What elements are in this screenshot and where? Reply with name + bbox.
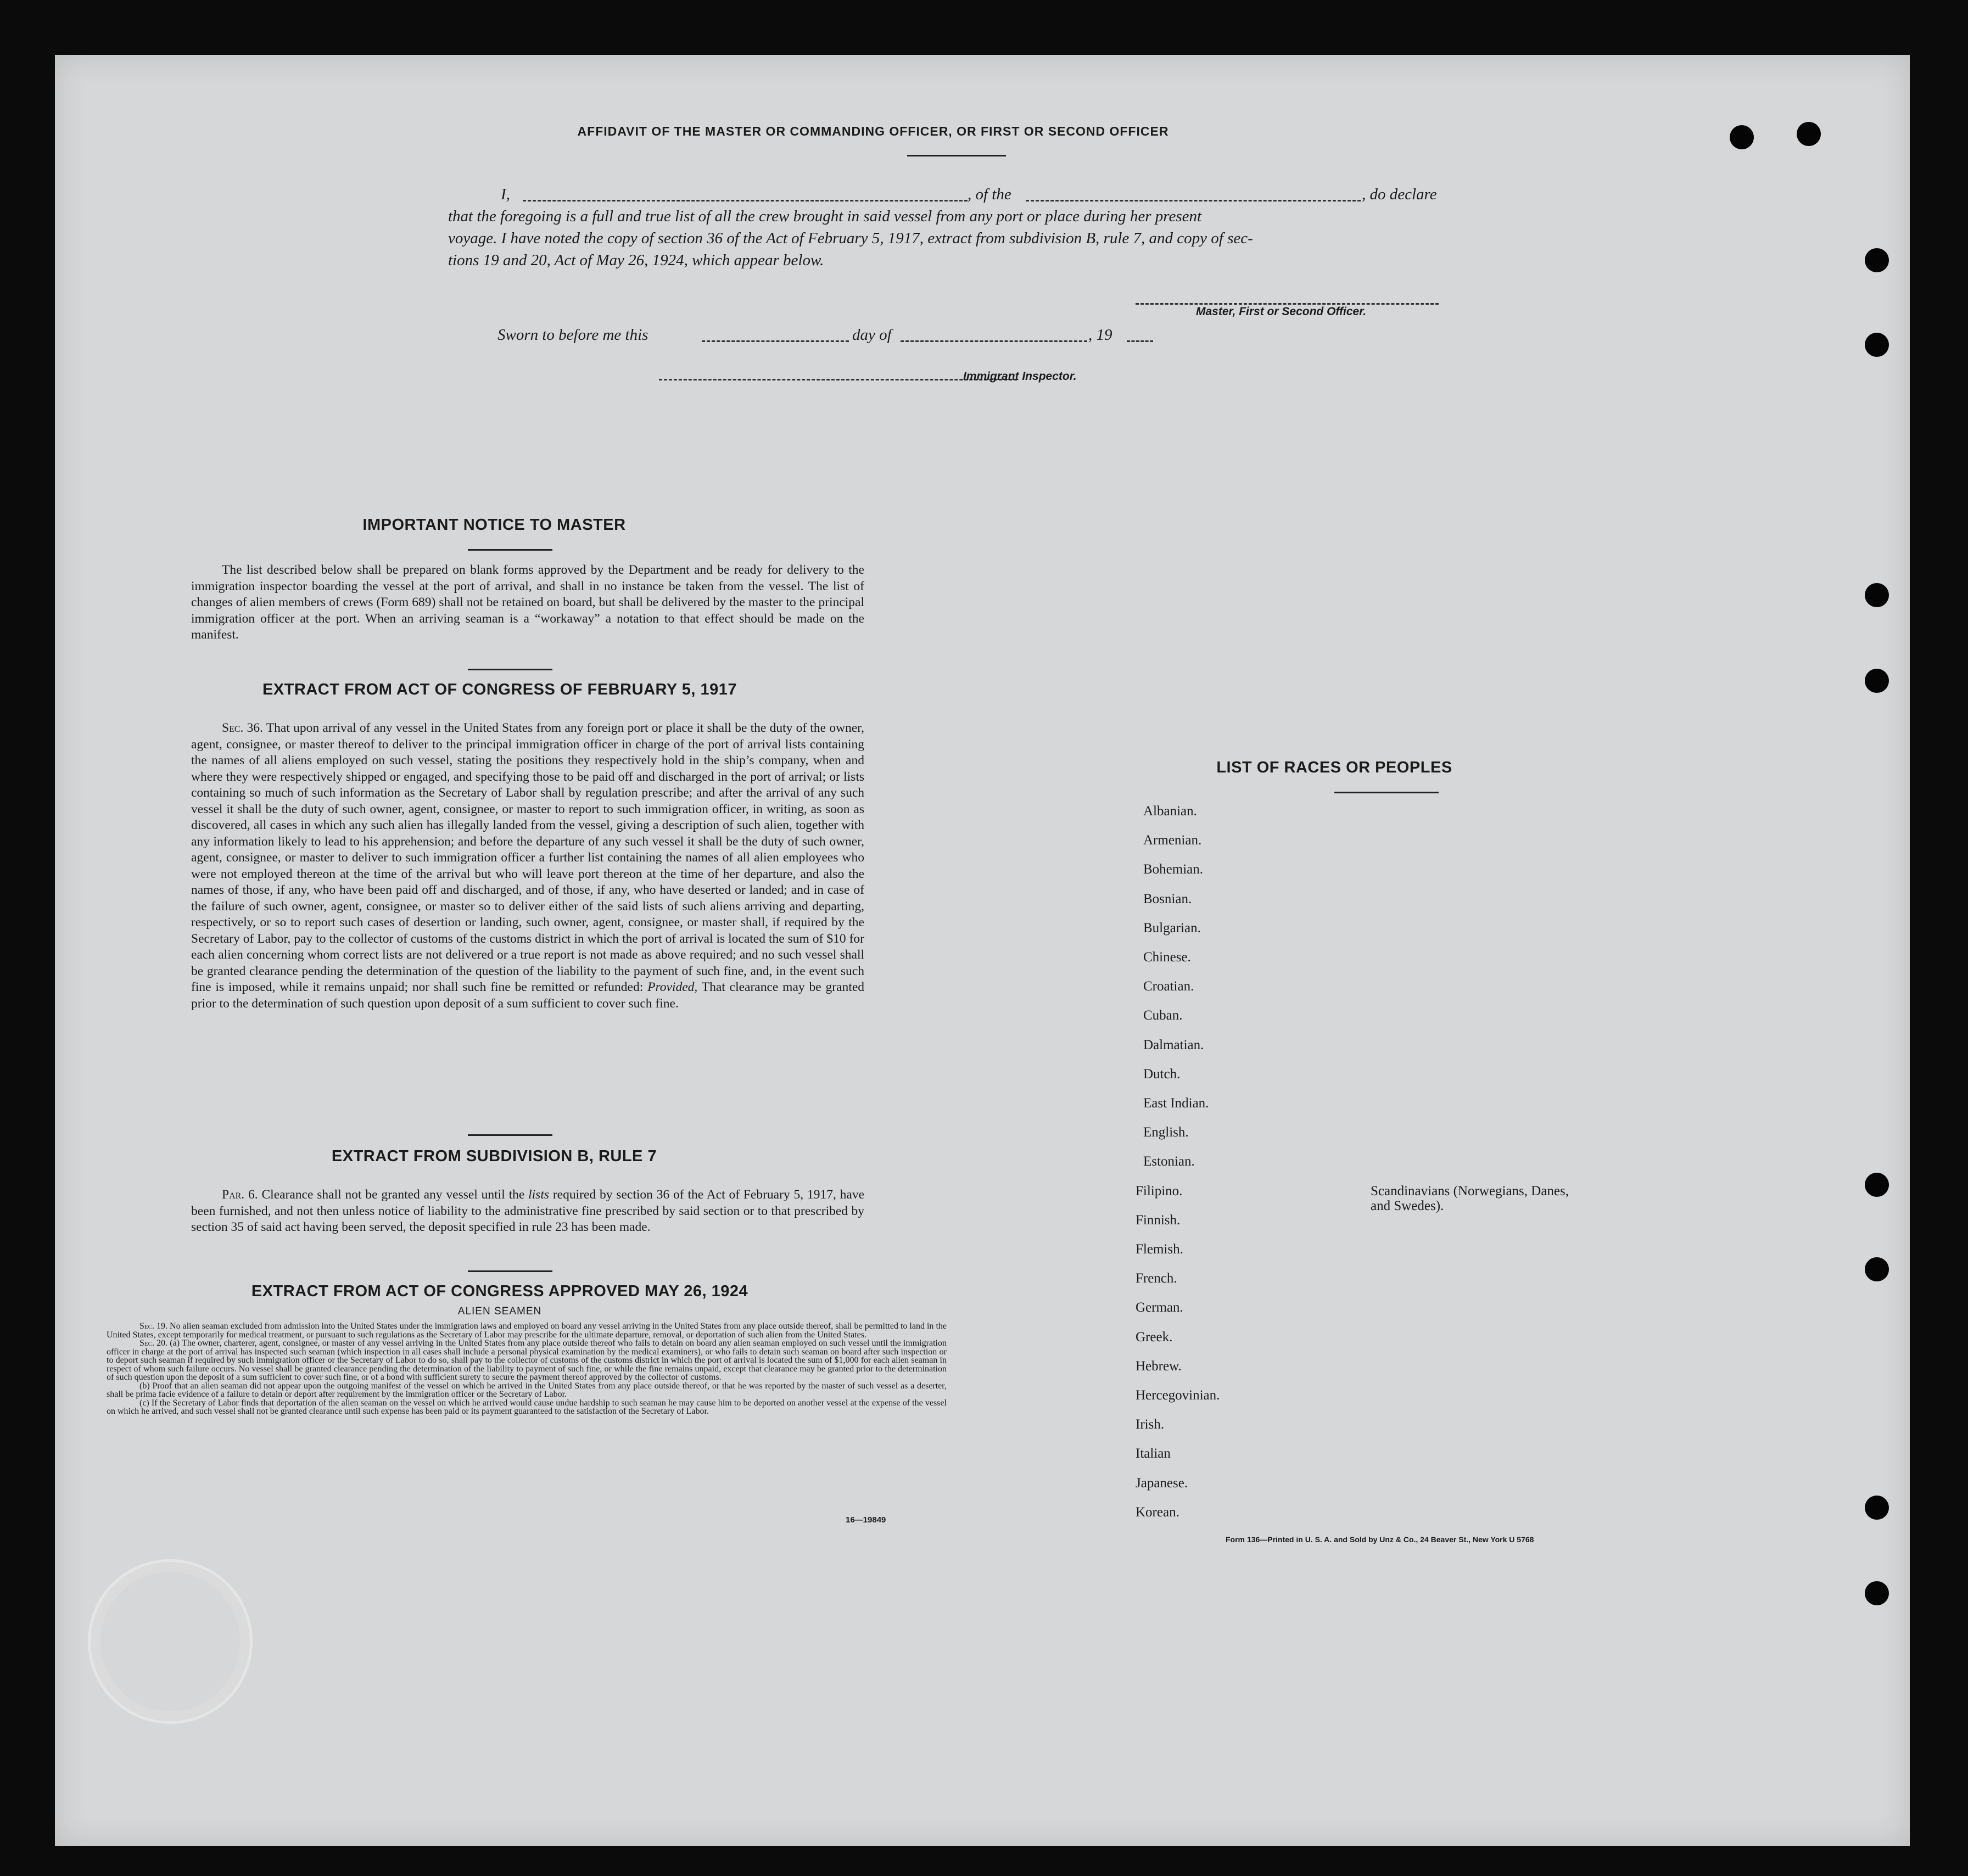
extract-rule7-text (191, 1187, 864, 1236)
par6-text-b: required by section 36 of the Act of February 5, 1917, have been furnished, and not then unless notice of liability to the administrative fine prescribed by said section or to that prescribed by section 35 of said act having been served, the deposit specified in rule 23 has been made. (191, 1188, 865, 1234)
race-item: Dutch. (1143, 1066, 1181, 1082)
sec20a-text: (a) The owner, charterer, agent, consignee, or master of any vessel arriving in the United States from any place outside thereof who fails to detain on board any alien seaman employed on such vessel until the immigration officer in charge at the port of arrival has inspected such seaman (which inspection in all cases shall include a personal physical examination by the medical examiners), or who fails to detain such seaman on board after such inspection or to deport such seaman if required by such immigration officer or the Secretary of Labor to do so, shall pay to the collector of customs of the customs district in which the port of arrival is located the sum of $1,000 for each alien seaman in respect of whom such failure occurs. No vessel shall be granted clearance pending the determination of the liability to payment of such fine, or while the fine remains unpaid, except that clearance may be granted prior to the determination of such question upon the deposit of a sum sufficient to cover such fine, or of a bond with sufficient surety to secure the payment thereof approved by the collector of customs. (107, 1339, 947, 1382)
races-title: LIST OF RACES OR PEOPLES (1216, 759, 1452, 776)
races-right-column (1371, 804, 1645, 1583)
race-item: Japanese. (1136, 1475, 1188, 1491)
races-left-column (1136, 804, 1360, 1583)
vessel-field[interactable] (1026, 200, 1361, 201)
sec36-label: Sec. 36. (222, 721, 263, 735)
declaration-line-2: that the foregoing is a full and true list of all the crew brought in said vessel from any port or place during her present (448, 208, 1202, 225)
punch-hole (1865, 583, 1889, 607)
name-field[interactable] (523, 200, 968, 201)
sworn-month-field[interactable] (901, 340, 1087, 342)
race-item: Estonian. (1143, 1154, 1195, 1169)
punch-hole (1865, 333, 1889, 357)
race-item: Hebrew. (1136, 1358, 1182, 1374)
punch-hole (1865, 669, 1889, 693)
race-item: Finnish. (1136, 1212, 1181, 1228)
race-item: Armenian. (1143, 833, 1202, 848)
race-item: Korean. (1136, 1504, 1179, 1520)
embossed-seal (88, 1559, 253, 1724)
declaration-line-4: tions 19 and 20, Act of May 26, 1924, which appear below. (448, 251, 824, 269)
sworn-year-field[interactable] (1127, 340, 1153, 342)
race-item-text: Scandinavians (Norwegians, Danes, and Swedes). (1371, 1183, 1569, 1213)
alien-seamen-subtitle: ALIEN SEAMEN (457, 1306, 542, 1317)
race-item: Chinese. (1143, 950, 1191, 965)
master-signature-label: Master, First or Second Officer. (1196, 305, 1367, 318)
race-item: Italian (1136, 1446, 1171, 1461)
race-item: Bohemian. (1143, 862, 1204, 877)
declaration-of-the: , of the (968, 186, 1011, 203)
affidavit-title: AFFIDAVIT OF THE MASTER OR COMMANDING OFFICER, OR FIRST OR SECOND OFFICER (577, 124, 1169, 138)
race-item: Bosnian. (1143, 891, 1192, 906)
section-rule (468, 1134, 552, 1136)
race-item (1371, 1184, 1579, 1213)
section-rule (468, 669, 552, 670)
extract-1924-title: EXTRACT FROM ACT OF CONGRESS APPROVED MAY 26, 1924 (251, 1283, 748, 1300)
race-item: English. (1143, 1125, 1189, 1140)
extract-1917-title: EXTRACT FROM ACT OF CONGRESS OF FEBRUARY 5, 1917 (262, 681, 737, 698)
race-item: Bulgarian. (1143, 920, 1201, 936)
race-item: Irish. (1136, 1417, 1165, 1432)
race-item: Hercegovinian. (1136, 1388, 1220, 1403)
form-footer: Form 136—Printed in U. S. A. and Sold by Unz & Co., 24 Beaver St., New York U 5768 (1226, 1535, 1534, 1544)
notice-title: IMPORTANT NOTICE TO MASTER (362, 516, 626, 534)
declaration-i: I, (501, 186, 510, 203)
sec20-label: Sec. 20. (139, 1339, 168, 1348)
sworn-day-label: day of (852, 326, 892, 344)
par6-text-a: Clearance shall not be granted any vessel until the (261, 1188, 525, 1202)
sec19-text: No alien seaman excluded from admission into the United States under the immigration laws and employed on board any vessel arriving in the United States from any place outside thereof, shall be permitted to land in the United States, except temporarily for medical treatment, or pursuant to such regulations as the Secretary of Labor may prescribe for the ultimate departure, removal, or deportation of such alien from the United States. (107, 1321, 947, 1340)
race-item: Flemish. (1136, 1242, 1183, 1257)
extract-1917-text (191, 720, 864, 1012)
par6-label: Par. 6. (222, 1188, 258, 1202)
punch-hole (1865, 1173, 1889, 1197)
sworn-line (497, 324, 1244, 347)
punch-hole (1865, 1496, 1889, 1520)
race-item: Cuban. (1143, 1008, 1183, 1023)
punch-hole (1797, 122, 1821, 146)
document-sheet (55, 55, 1910, 1846)
sec36-text-end: That clearance may be granted prior to the determination of such question upon deposit of a sum sufficient to cover such fine. (191, 980, 864, 1011)
provided-word: Provided, (647, 980, 698, 994)
race-item: Dalmatian. (1143, 1037, 1204, 1052)
sec36-text: That upon arrival of any vessel in the United States from any foreign port or place it shall be the duty of the owner, agent, consignee, or master thereof to deliver to the principal immigration officer in charge of the port of arrival lists containing the names of all aliens employed on such vessel, stating the positions they respectively hold in the ship’s company, when and where they were respectively shipped or engaged, and specifying those to be paid off and discharged in the port of arrival; or lists containing so much of such information as the Secretary of Labor shall by regulation prescribe; and after the arrival of any such vessel it shall be the duty of such owner, agent, consignee, or master to report to such immigration officer, in writing, as soon as discovered, all cases in which any such alien has illegally landed from the vessel, giving a description of such alien, together with any information likely to lead to his apprehension; and before the departure of any such vessel it shall be the duty of such owner, agent, consignee, or master to deliver to such immigration officer a further list containing the names of all alien employees who were not employed thereon at the time of the arrival but who will leave port thereon at the time of her departure, and also the names of those, if any, who have been paid off and discharged, and of those, if any, who have deserted or landed; and in case of the failure of such owner, agent, consignee, or master so to deliver either of the said lists of such aliens arriving and departing, respectively, or so to report such cases of desertion or landing, such owner, agent, consignee, or master shall, if required by the Secretary of Labor, pay to the collector of customs of the customs district in which the port of arrival is located the sum of $10 for each alien concerning whom correct lists are not delivered or a true report is not made as above required; and no such vessel shall be granted clearance pending the determination of the question of the liability to the payment of such fine, and, in the event such fine is imposed, while it remains unpaid; nor shall such fine be remitted or refunded: (191, 721, 865, 994)
punch-hole (1865, 248, 1889, 272)
race-item: Greek. (1136, 1329, 1173, 1345)
section-rule (468, 1270, 552, 1272)
notice-paragraph: The list described below shall be prepared on blank forms approved by the Department and be ready for delivery to the immigration inspector boarding the vessel at the port of arrival, and shall in no instance be taken from the vessel. The list of changes of alien members of crews (Form 689) shall not be retained on board, but shall be delivered by the master to the principal immigration officer at the port. When an arriving seaman is a “workaway” a notation to that effect should be made on the manifest. (191, 563, 864, 642)
race-item: Albanian. (1143, 804, 1197, 819)
sworn-year-label: , 19 (1088, 326, 1112, 344)
declaration-line-3: voyage. I have noted the copy of section 36 of the Act of February 5, 1917, extract from subdivision B, rule 7, and copy of sec- (448, 229, 1253, 247)
master-signature-field[interactable] (1136, 303, 1439, 305)
sec20b-text: (b) Proof that an alien seaman did not appear upon the outgoing manifest of the vessel on which he arrived in the United States from any place outside thereof, or that he was reported by the master of such vessel as a deserter, shall be prima facie evidence of a failure to detain or deport after requirement by the immigration officer or the Secretary of Labor. (107, 1381, 947, 1399)
affidavit-declaration (448, 183, 1524, 271)
race-item: Filipino. (1136, 1183, 1183, 1199)
title-rule (907, 155, 1006, 156)
races-rule (1334, 792, 1439, 793)
extract-1924-text (107, 1322, 947, 1416)
sworn-prefix: Sworn to before me this (497, 326, 648, 344)
notice-rule (468, 549, 552, 551)
race-item: Croatian. (1143, 979, 1194, 994)
inspector-label: Immigrant Inspector. (963, 370, 1077, 383)
declaration-declare: , do declare (1362, 186, 1437, 203)
notice-text (191, 562, 864, 643)
sworn-day-field[interactable] (702, 340, 849, 342)
race-item: German. (1136, 1300, 1183, 1315)
punch-hole (1865, 1257, 1889, 1281)
sec19-label: Sec. 19. (139, 1321, 167, 1331)
race-item: East Indian. (1143, 1096, 1209, 1111)
extract-rule7-title: EXTRACT FROM SUBDIVISION B, RULE 7 (331, 1147, 657, 1165)
punch-hole (1865, 1581, 1889, 1605)
punch-hole (1730, 125, 1754, 149)
lists-word: lists (528, 1188, 550, 1202)
print-code: 16—19849 (846, 1515, 886, 1525)
race-item: French. (1136, 1271, 1177, 1286)
sec20c-text: (c) If the Secretary of Labor finds that deportation of the alien seaman on the vessel on which he arrived would cause undue hardship to such seaman he may cause him to be deported on another vessel at the expense of the vessel on which he arrived, and such vessel shall not be granted clearance until such expense has been paid or its payment guaranteed to the satisfaction of the Secretary of Labor. (107, 1398, 947, 1416)
